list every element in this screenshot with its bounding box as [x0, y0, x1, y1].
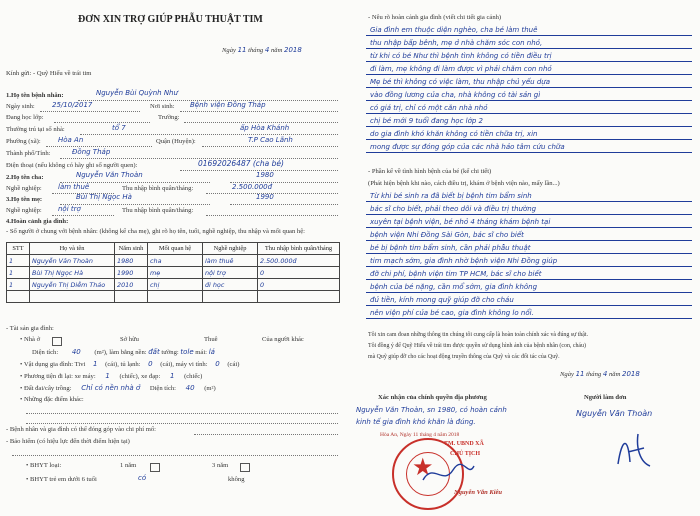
child-insurance-yes: có	[138, 474, 147, 482]
district-value: T.P Cao Lãnh	[248, 136, 293, 144]
father-name-label: 2.Họ tên cha:	[6, 174, 44, 181]
insurance-type-label: • BHYT loại:	[26, 462, 62, 469]
applicant-name: Nguyễn Văn Thoàn	[576, 409, 653, 418]
sign-date: Ngày 11 tháng 4 năm 2018	[560, 370, 640, 378]
mother-year: 1990	[256, 193, 274, 201]
mother-job: nội trợ	[58, 205, 81, 213]
local-confirm-heading: Xác nhận của chính quyền địa phương	[378, 394, 487, 401]
handwritten-line: bé bị bệnh tim bẩm sinh, cần phải phẫu thuật	[370, 244, 531, 252]
handwritten-line: đủ tiền, kính mong quỹ giúp đỡ cho cháu	[370, 296, 514, 304]
house-number: tổ 7	[112, 124, 126, 132]
handwritten-line: bệnh viện Nhi Đồng Sài Gòn, bác sĩ cho biết	[370, 231, 524, 239]
handwritten-line: bác sĩ cho biết, phải theo dõi và điều trị thường	[370, 205, 537, 213]
local-confirm-text-1: Nguyễn Văn Thoàn, sn 1980, có hoàn cảnh	[356, 406, 507, 414]
school-label: Trường:	[158, 114, 180, 121]
house-label: • Nhà ở	[20, 336, 41, 343]
class-label: Đang học lớp:	[6, 114, 44, 121]
table-row: 1 Nguyễn Văn Thoàn 1980 cha làm thuê 2.500.000đ	[7, 255, 340, 267]
column-header: Họ và tên	[30, 243, 115, 255]
hamlet: ấp Hòa Khánh	[240, 124, 290, 132]
handwritten-line: đi làm, mẹ không đi làm được vì phải chăm con nhỏ	[370, 65, 552, 73]
column-header: Thu nhập bình quân/tháng	[258, 243, 340, 255]
checkbox-3years	[240, 463, 250, 472]
seal-org: TM. UBND XÃ	[444, 441, 484, 447]
handwritten-line: có giá trị, chỉ có một căn nhà nhỏ	[370, 104, 488, 112]
circumstance-heading: - Nêu rõ hoàn cảnh gia đình (viết chi tiết gia cảnh)	[368, 14, 502, 21]
city-label: Thành phố/Tỉnh:	[6, 150, 51, 157]
contribution-label: - Bệnh nhân và gia đình có thể đóng góp vào chi phí mổ:	[6, 426, 156, 433]
official-seal: ★	[392, 438, 464, 510]
others-label: Của người khác	[262, 336, 304, 343]
applicant-signature	[610, 428, 656, 474]
seal-signer: Nguyễn Văn Kiêu	[454, 489, 503, 496]
father-job: làm thuê	[58, 183, 90, 191]
handwritten-line: đỡ chi phí, bệnh viện tim TP HCM, bác sĩ cho biết	[370, 270, 542, 278]
phone-value: 01692026487 (cha bé)	[198, 159, 284, 168]
local-confirm-place-date: Hòa An, Ngày 11 tháng 4 năm 2018	[380, 432, 460, 438]
insurance-1year: 1 năm	[120, 462, 137, 469]
column-header: Năm sinh	[115, 243, 148, 255]
handwritten-line: từ khi có bé Như thì bệnh tình không có tiền điều trị	[370, 52, 552, 60]
phone-label: Điện thoại (nếu không có hãy ghi số người quen):	[6, 162, 138, 169]
mother-name-label: 3.Họ tên mẹ:	[6, 196, 43, 203]
child-insurance-label: • BHYT trẻ em dưới 6 tuổi	[26, 476, 97, 483]
family-members-note: - Số người ở chung với bệnh nhân: (không kể cha mẹ), ghi rõ họ tên, tuổi, nghề nghiệp, thu nhập và mối quan hệ:	[6, 228, 305, 235]
ward-label: Phường (xã):	[6, 138, 41, 145]
child-insurance-no: không	[228, 476, 245, 483]
handwritten-line: chị bé mới 9 tuổi đang học lớp 2	[370, 117, 483, 125]
rented-label: Thuê	[204, 336, 218, 343]
district-label: Quận (Huyện):	[156, 138, 196, 145]
patient-name: Nguyễn Bùi Quỳnh Như	[96, 89, 178, 97]
table-row: 1 Nguyễn Thị Diễm Thảo 2010 chị đi học 0	[7, 279, 340, 291]
handwritten-line: bệnh của bé nặng, cần mổ sớm, gia đình không	[370, 283, 538, 291]
commitment-line-2: Tôi đồng ý để Quỹ Hiếu về trái tim được quyền sử dụng hình ảnh của bệnh nhân (con, cháu)	[368, 343, 586, 349]
household-tools: • Vật dụng gia đình: Tivi 1 (cái), tủ lạnh: 0 (cái), máy vi tính: 0 (cái)	[20, 360, 240, 368]
table-row: 1 Bùi Thị Ngọc Hà 1990 mẹ nội trợ 0	[7, 267, 340, 279]
handwritten-line: mong được sự đóng góp của các nhà hảo tâm cứu chữa	[370, 143, 565, 151]
father-name: Nguyễn Văn Thoàn	[76, 171, 143, 179]
handwritten-line: vào đồng lương của cha, nhà không có tài sản gì	[370, 91, 541, 99]
disease-heading: - Phần kể về tình hình bệnh của bé (kể chi tiết)	[368, 168, 492, 175]
column-header: Nghề nghiệp	[203, 243, 258, 255]
column-header: STT	[7, 243, 30, 255]
city-value: Đồng Tháp	[72, 148, 111, 156]
handwritten-line: Gia đình em thuộc diện nghèo, cha bé làm thuê	[370, 26, 538, 34]
authority-signature	[418, 460, 478, 488]
owned-label: Sở hữu	[120, 336, 139, 343]
address-label: Thường trú tại số nhà:	[6, 126, 65, 133]
land: • Đất đai/cây trồng: Chỉ có nền nhà ở Diện tích: 40 (m²)	[20, 384, 216, 392]
father-job-label: Nghề nghiệp:	[6, 185, 42, 192]
insurance-label: - Bảo hiểm (có hiệu lực đến thời điểm hiện tại)	[6, 438, 130, 445]
handwritten-line: thu nhập bấp bênh, mẹ ở nhà chăm sóc con nhỏ,	[370, 39, 543, 47]
transport: • Phương tiện đi lại: xe máy: 1 (chiếc), xe đạp: 1 (chiếc)	[20, 372, 203, 380]
ward-value: Hòa An	[58, 136, 84, 144]
area-label: Diện tích: 40 (m²), làm bằng nền: đất tường: tole mái: lá	[32, 348, 215, 356]
addressee: Kính gửi: - Quỹ Hiếu về trái tim	[6, 70, 92, 77]
handwritten-line: tim mạch sớm, gia đình nhờ bệnh viện Nhi Đồng giúp	[370, 257, 558, 265]
commitment-line-3: mà Quỹ giúp đỡ cho các hoạt động truyền thông của Quỹ và các đối tác của Quỹ.	[368, 354, 560, 360]
disease-subheading: (Phát hiện bệnh khi nào, cách điều trị, khám ở bệnh viện nào, mấy lần...)	[368, 180, 560, 187]
dob-value: 25/10/2017	[52, 101, 93, 109]
father-income: 2.500.000đ	[232, 183, 273, 191]
father-year: 1980	[256, 171, 274, 179]
birthplace-label: Nơi sinh:	[150, 103, 175, 110]
assets-heading: - Tài sản gia đình:	[6, 325, 54, 332]
insurance-3years: 3 năm	[212, 462, 229, 469]
seal-role: CHỦ TỊCH	[450, 451, 481, 457]
patient-name-label: 1.Họ tên bệnh nhân:	[6, 92, 64, 99]
father-income-label: Thu nhập bình quân/tháng:	[122, 185, 194, 192]
family-table	[6, 242, 340, 303]
handwritten-line: do gia đình khó khăn không có tiền chữa trị, xin	[370, 130, 538, 138]
local-confirm-text-2: kinh tế gia đình khó khăn là đúng.	[356, 418, 476, 426]
mother-job-label: Nghề nghiệp:	[6, 207, 42, 214]
mother-name: Bùi Thị Ngọc Hà	[76, 193, 132, 201]
form-date: Ngày 11 tháng 4 năm 2018	[222, 46, 302, 54]
commitment-line-1: Tôi xin cam đoan những thông tin chúng tôi cung cấp là hoàn toàn chính xác và đúng sự thật.	[368, 332, 589, 338]
form-title: ĐƠN XIN TRỢ GIÚP PHẪU THUẬT TIM	[78, 14, 263, 25]
handwritten-line: xuyên tại bệnh viện, bé nhỏ 4 tháng khám bệnh tại	[370, 218, 551, 226]
handwritten-line: nên viện phí của bé cao, gia đình không lo nổi.	[370, 309, 534, 317]
birthplace-value: Bệnh viện Đồng Tháp	[190, 101, 266, 109]
checkbox-owned	[52, 337, 62, 346]
handwritten-line: Mẹ bé thì không có việc làm, thu nhập chủ yếu dựa	[370, 78, 551, 86]
dob-label: Ngày sinh:	[6, 103, 35, 110]
table-row	[7, 291, 340, 303]
column-header: Mối quan hệ	[148, 243, 203, 255]
special-features-label: • Những đặc điểm khác:	[20, 396, 84, 403]
handwritten-line: Từ khi bé sinh ra đã biết bị bệnh tim bẩm sinh	[370, 192, 532, 200]
checkbox-1year	[150, 463, 160, 472]
applicant-heading: Người làm đơn	[584, 394, 627, 401]
family-heading: 4.Hoàn cảnh gia đình:	[6, 218, 69, 225]
mother-income-label: Thu nhập bình quân/tháng:	[122, 207, 194, 214]
